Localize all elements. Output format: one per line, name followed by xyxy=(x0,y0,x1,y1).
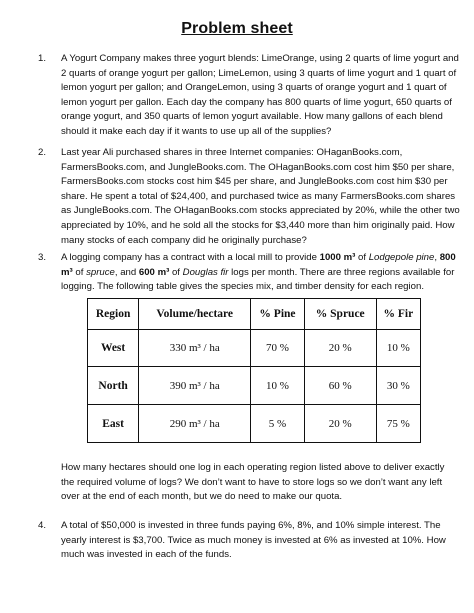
header-volume: Volume/hectare xyxy=(139,299,251,330)
page-title: Problem sheet xyxy=(181,20,293,37)
problem-1 xyxy=(38,52,459,140)
species-spruce: spruce xyxy=(86,266,115,278)
table-cell: North xyxy=(88,367,139,405)
text-line: lemon yogurt per gallon. Each day the company has 800 quarts of lime yogurt, 650 quarts of xyxy=(61,96,452,108)
problem-3 xyxy=(38,251,456,295)
table-cell: 75 % xyxy=(376,405,420,443)
table-cell: 20 % xyxy=(304,405,376,443)
text-line: the required volume of logs? We don’t want to have to store logs so we don’t want any left xyxy=(61,476,443,488)
table-cell: West xyxy=(88,329,139,367)
pine-volume: 1000 m³ xyxy=(319,252,356,263)
problem-4 xyxy=(38,519,446,563)
text-line: A total of $50,000 is invested in three funds paying 6%, 8%, and 10% simple interest. The xyxy=(61,520,441,531)
table-cell: East xyxy=(88,405,139,443)
text-line: much was invested in each of the funds. xyxy=(61,549,232,561)
problem-3-question xyxy=(61,461,449,505)
header-fir: % Fir xyxy=(376,299,420,330)
table-cell: 330 m³ / ha xyxy=(139,329,251,367)
problem-number: 1. xyxy=(38,53,47,64)
table-cell: 70 % xyxy=(251,329,305,367)
problem-text xyxy=(61,519,446,563)
problem-text xyxy=(61,52,459,140)
text-line: A Yogurt Company makes three yogurt blends: LimeOrange, using 2 quarts of lime yogurt and xyxy=(61,53,459,64)
table-cell: 5 % xyxy=(251,405,305,443)
spruce-volume-unit: m³ xyxy=(61,266,73,278)
problem-text xyxy=(61,146,460,248)
table-cell: 390 m³ / ha xyxy=(139,367,251,405)
table-row xyxy=(88,405,421,443)
text-line: logging. The following table gives the species mix, and timber density for each region. xyxy=(61,281,424,293)
text-line: 2 quarts of orange yogurt per gallon; LimeLemon, using 3 quarts of lime yogurt and 1 quart of xyxy=(61,67,457,79)
species-mix-table xyxy=(87,298,421,443)
text-line: should it make each day if it wants to use up all of the supplies? xyxy=(61,125,332,137)
table-cell: 30 % xyxy=(376,367,420,405)
problem-number: 4. xyxy=(38,520,47,531)
problem-number: 3. xyxy=(38,252,47,263)
species-fir: Douglas fir xyxy=(182,266,229,278)
problem-2 xyxy=(38,146,460,248)
table-row xyxy=(88,367,421,405)
text-line: lemon yogurt per gallon; and OrangeLemon, using 3 quarts of orange yogurt and 1 quart of xyxy=(61,82,447,94)
text-line: How many hectares should one log in each operating region listed above to deliver exactly xyxy=(61,462,445,473)
table-cell: 20 % xyxy=(304,329,376,367)
fir-volume: 600 m³ xyxy=(138,266,170,278)
text-line: A logging company has a contract with a local mill to provide 1000 m³ of Lodgepole pine, 800 xyxy=(61,252,456,263)
text-line: yearly interest is $3,700. Twice as much money is invested at 6% as invested at 10%. How xyxy=(61,534,446,546)
table-cell: 290 m³ / ha xyxy=(139,405,251,443)
table-row xyxy=(88,329,421,367)
table-cell: 60 % xyxy=(304,367,376,405)
table-header-row xyxy=(88,299,421,330)
text-line: FarmersBooks.com, and JungleBooks.com. The OHaganBooks.com cost him $50 per share, xyxy=(61,161,455,173)
text-line: appreciated by 10%, and he sold all the stocks for $3,440 more than him originally paid. How xyxy=(61,219,455,231)
header-region: Region xyxy=(88,299,139,330)
table-cell: 10 % xyxy=(251,367,305,405)
spruce-volume: 800 xyxy=(439,252,456,263)
problem-text xyxy=(61,251,456,295)
text-line: Last year Ali purchased shares in three Internet companies: OHaganBooks.com, xyxy=(61,147,403,158)
text-line: m³ of spruce, and 600 m³ of Douglas fir logs per month. There are three regions available for xyxy=(61,266,455,278)
header-spruce: % Spruce xyxy=(304,299,376,330)
problem-number: 2. xyxy=(38,147,47,158)
header-pine: % Pine xyxy=(251,299,305,330)
text-line: share. He spent a total of $24,400, and purchased twice as many FarmersBooks.com shares xyxy=(61,190,456,202)
table-cell: 10 % xyxy=(376,329,420,367)
text-line: over at the end of each month, but we do need to make our quota. xyxy=(61,491,343,503)
text-line: as JungleBooks.com. The OHaganBooks.com stocks appreciated by 20%, while the other two xyxy=(61,205,460,217)
text-line: orange yogurt, and 350 quarts of lemon yogurt available. How many gallons of each blend xyxy=(61,111,443,123)
species-pine: Lodgepole pine xyxy=(368,252,435,263)
text-line: FarmersBooks.com stocks cost him $45 per share, and JungleBooks.com cost him $30 per xyxy=(61,176,448,188)
text-line: many stocks of each company did he originally purchase? xyxy=(61,234,307,246)
